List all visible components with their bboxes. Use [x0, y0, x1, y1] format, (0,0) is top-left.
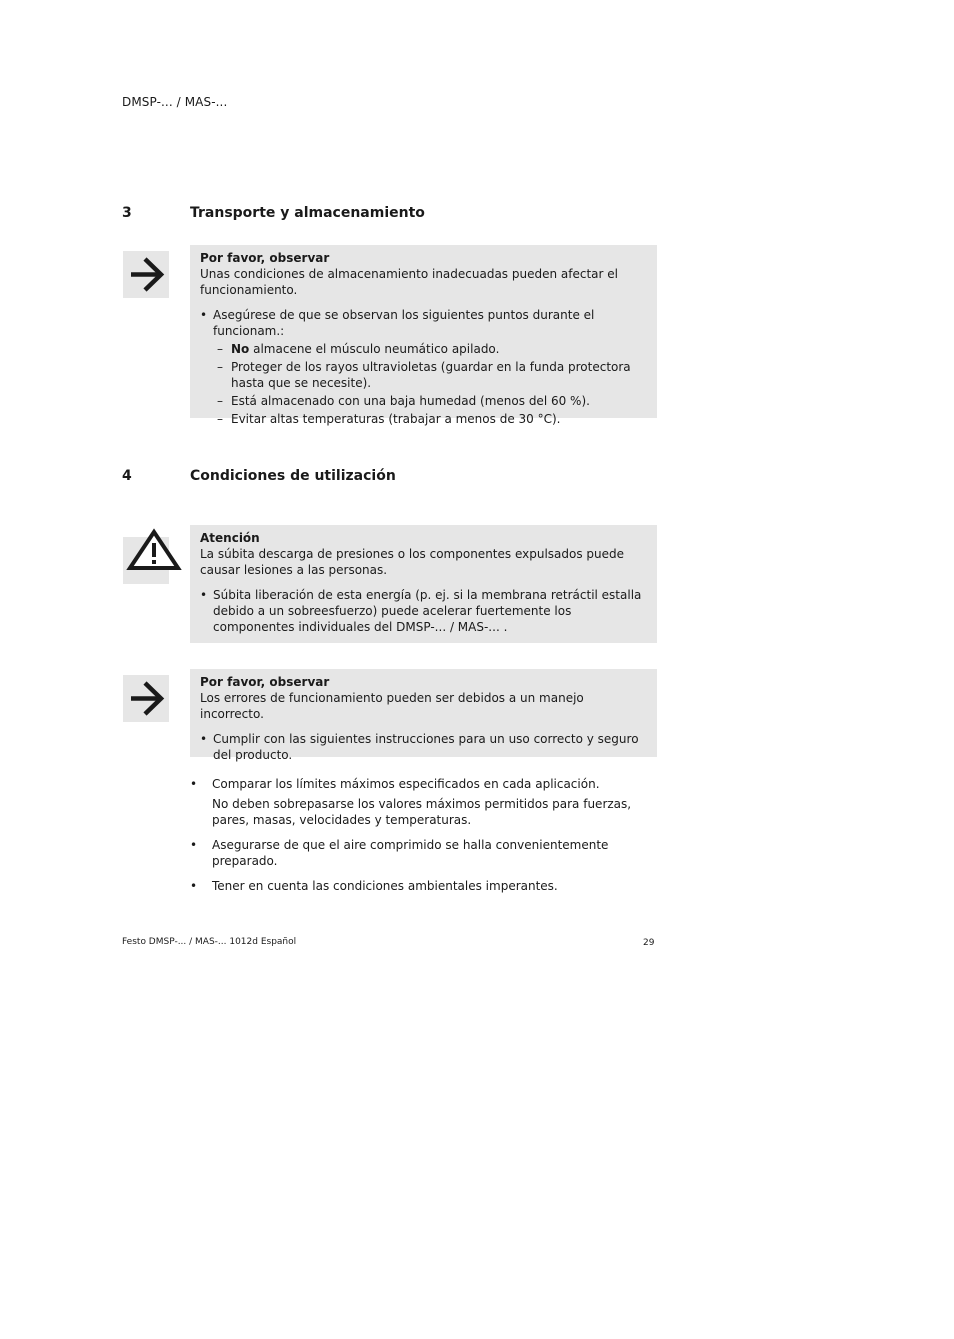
list-item-text: almacene el músculo neumático apilado. — [249, 342, 500, 356]
list-item — [213, 341, 647, 357]
bullet-marker: • — [190, 879, 198, 893]
note-bullet — [200, 731, 647, 763]
list-item — [190, 776, 657, 828]
storage-note-box — [190, 245, 657, 426]
usage-instructions-list — [190, 776, 657, 903]
warning-box — [190, 525, 657, 643]
bullet-marker: • — [200, 732, 208, 746]
dash-marker: – — [217, 342, 223, 356]
section-3-title: Transporte y almacenamiento — [190, 205, 425, 221]
list-item — [190, 837, 657, 869]
list-item — [213, 393, 647, 409]
list-item — [213, 359, 647, 391]
bullet-marker: • — [190, 838, 198, 852]
bullet-marker: • — [190, 777, 198, 791]
list-item — [190, 878, 657, 894]
list-item-text: Comparar los límites máximos especificados en cada aplicación. — [212, 777, 600, 791]
list-item-text: Tener en cuenta las condiciones ambientales imperantes. — [212, 879, 558, 893]
warning-title: Atención — [200, 531, 260, 545]
footer-document-info: Festo DMSP-... / MAS-... 1012d Español — [122, 937, 297, 947]
section-4-title: Condiciones de utilización — [190, 468, 396, 484]
list-item-text: Está almacenado con una baja humedad (menos del 60 %). — [231, 394, 590, 408]
page-number: 29 — [643, 938, 655, 948]
bullet-marker: • — [200, 588, 208, 602]
warning-icon-box — [123, 537, 169, 584]
warning-triangle-icon — [123, 537, 183, 587]
arrow-right-icon — [123, 251, 169, 298]
note-title: Por favor, observar — [200, 251, 330, 265]
section-4-number: 4 — [122, 468, 132, 484]
list-item — [213, 411, 647, 427]
dash-marker: – — [217, 412, 223, 426]
usage-note-box — [190, 669, 657, 762]
bullet-marker: • — [200, 308, 208, 322]
note-bullet-text: Cumplir con las siguientes instrucciones para un uso correcto y seguro del producto. — [213, 732, 639, 762]
emphasis: No — [231, 342, 250, 356]
list-item-text: Proteger de los rayos ultravioletas (guardar en la funda protectora hasta que se necesite). — [231, 360, 631, 390]
note-bullet-text: Asegúrese de que se observan los siguientes puntos durante el funcionam.: — [213, 308, 595, 338]
note-icon-box — [123, 251, 169, 298]
note-title: Por favor, observar — [200, 675, 330, 689]
warning-bullet-text: Súbita liberación de esta energía (p. ej. si la membrana retráctil estalla debido a un sobreesfuerzo) puede acelerar fuertemente los componentes individuales del DMSP-... / MAS-... . — [213, 588, 642, 634]
warning-intro: La súbita descarga de presiones o los componentes expulsados puede causar lesiones a las personas. — [200, 547, 625, 577]
section-3-number: 3 — [122, 205, 132, 221]
list-item-subtext: No deben sobrepasarse los valores máximos permitidos para fuerzas, pares, masas, velocidades y temperaturas. — [212, 797, 632, 827]
list-item-text: Evitar altas temperaturas (trabajar a menos de 30 °C). — [231, 412, 561, 426]
list-item-text: Asegurarse de que el aire comprimido se halla convenientemente preparado. — [212, 838, 609, 868]
warning-bullet — [200, 587, 647, 635]
note-intro: Unas condiciones de almacenamiento inadecuadas pueden afectar el funcionamiento. — [200, 267, 618, 297]
dash-marker: – — [217, 360, 223, 374]
document-header: DMSP-... / MAS-... — [122, 95, 228, 109]
note-intro: Los errores de funcionamiento pueden ser debidos a un manejo incorrecto. — [200, 691, 584, 721]
dash-marker: – — [217, 394, 223, 408]
note-icon-box — [123, 675, 169, 722]
arrow-right-icon — [123, 675, 169, 722]
storage-conditions-list — [213, 341, 647, 427]
note-bullet — [200, 307, 647, 427]
